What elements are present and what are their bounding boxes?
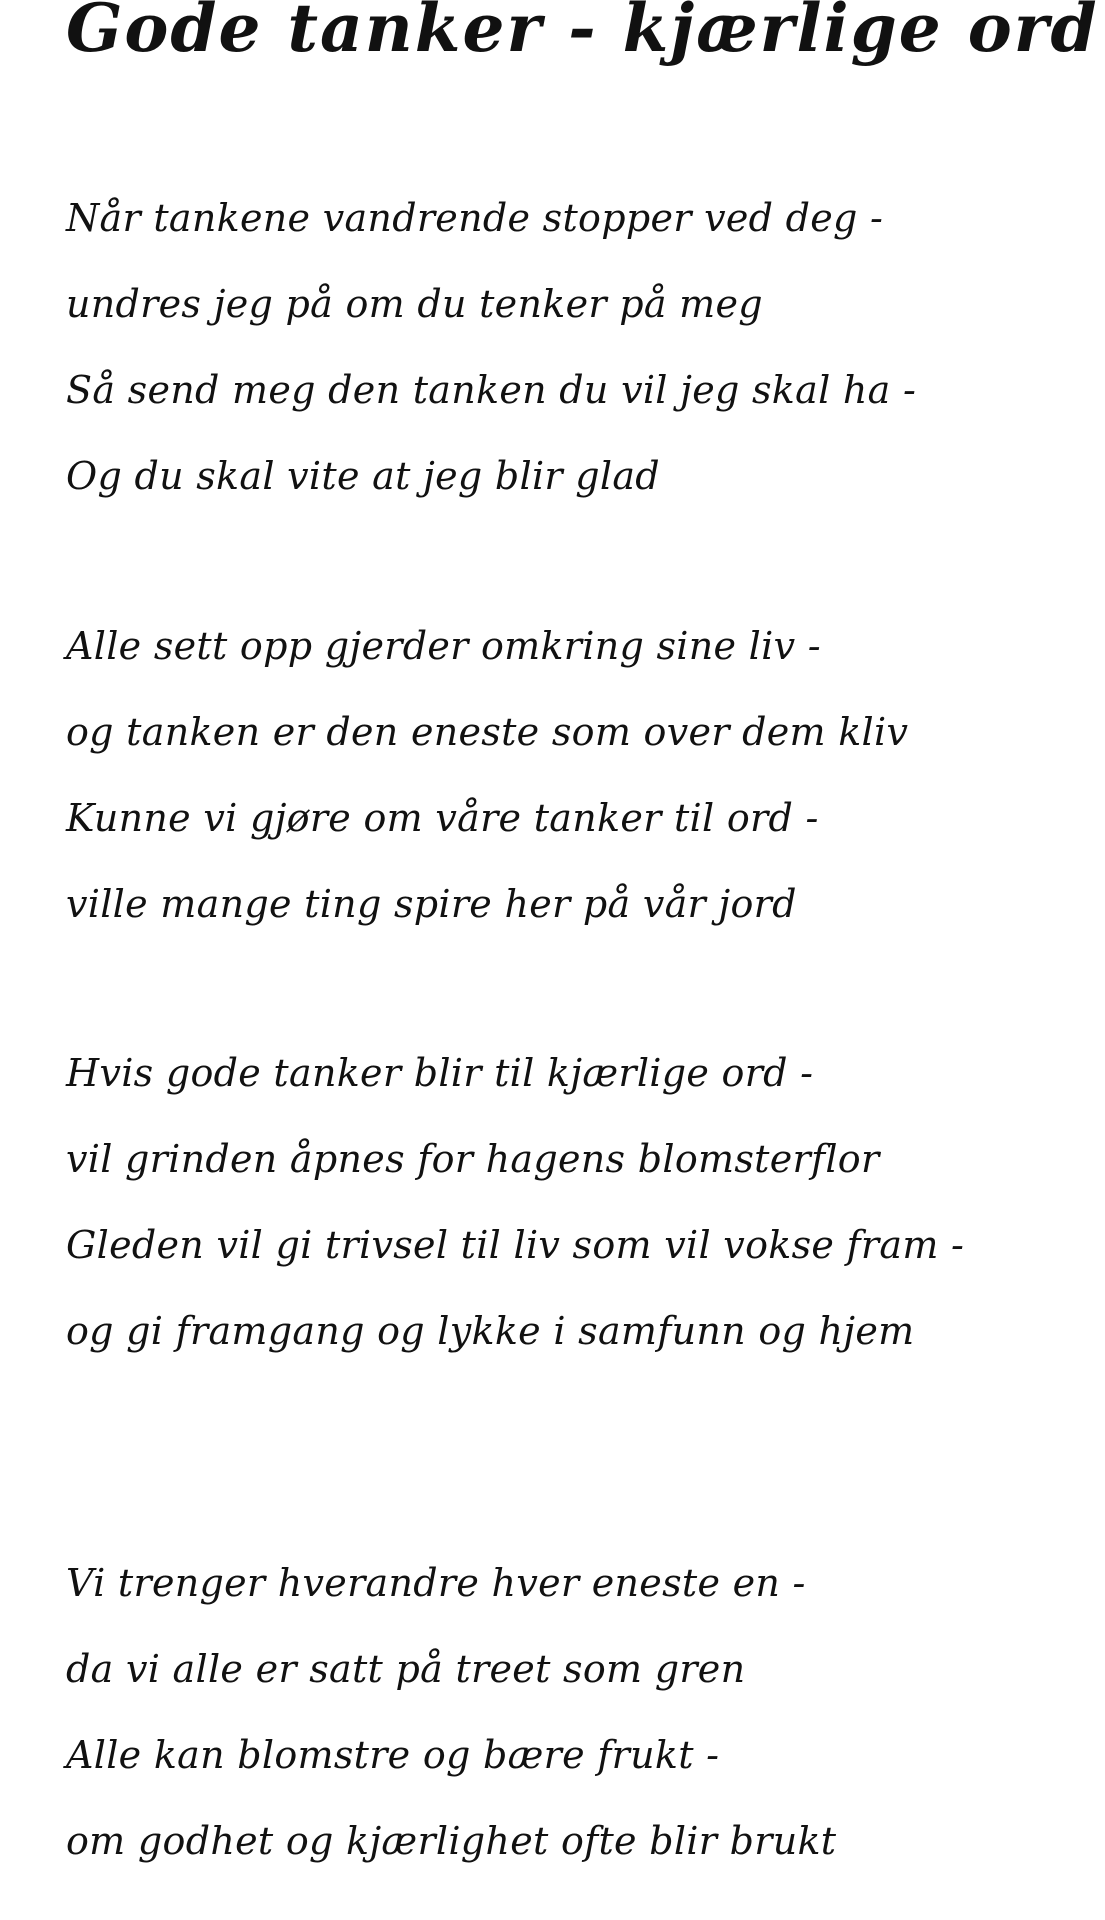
stanza-4-line-1: Vi trenger hverandre hver eneste en -	[66, 1561, 806, 1605]
stanza-2-line-2: og tanken er den eneste som over dem kliv	[66, 710, 909, 754]
stanza-3-line-3: Gleden vil gi trivsel til liv som vil vokse fram -	[66, 1223, 965, 1267]
stanza-1-line-4: Og du skal vite at jeg blir glad	[66, 454, 660, 498]
stanza-3-line-2: vil grinden åpnes for hagens blomsterflor	[66, 1137, 880, 1181]
stanza-4-line-3: Alle kan blomstre og bære frukt -	[66, 1733, 720, 1777]
stanza-1-line-3: Så send meg den tanken du vil jeg skal ha -	[66, 368, 917, 412]
stanza-4-line-4: om godhet og kjærlighet ofte blir brukt	[66, 1819, 837, 1863]
stanza-4-line-2: da vi alle er satt på treet som gren	[66, 1647, 746, 1691]
stanza-4	[66, 1540, 836, 1884]
stanza-2-line-3: Kunne vi gjøre om våre tanker til ord -	[66, 796, 819, 840]
stanza-3	[66, 1030, 964, 1374]
stanza-2-line-4: ville mange ting spire her på vår jord	[66, 882, 797, 926]
stanza-3-line-4: og gi framgang og lykke i samfunn og hjem	[66, 1309, 915, 1353]
poem-title: Gode tanker - kjærlige ord	[66, 0, 1099, 67]
stanza-1-line-2: undres jeg på om du tenker på meg	[66, 282, 763, 326]
stanza-1	[66, 175, 916, 519]
stanza-1-line-1: Når tankene vandrende stopper ved deg -	[66, 196, 884, 240]
stanza-3-line-1: Hvis gode tanker blir til kjærlige ord -	[66, 1051, 814, 1095]
stanza-2-line-1: Alle sett opp gjerder omkring sine liv -	[66, 624, 821, 668]
stanza-2	[66, 603, 908, 947]
